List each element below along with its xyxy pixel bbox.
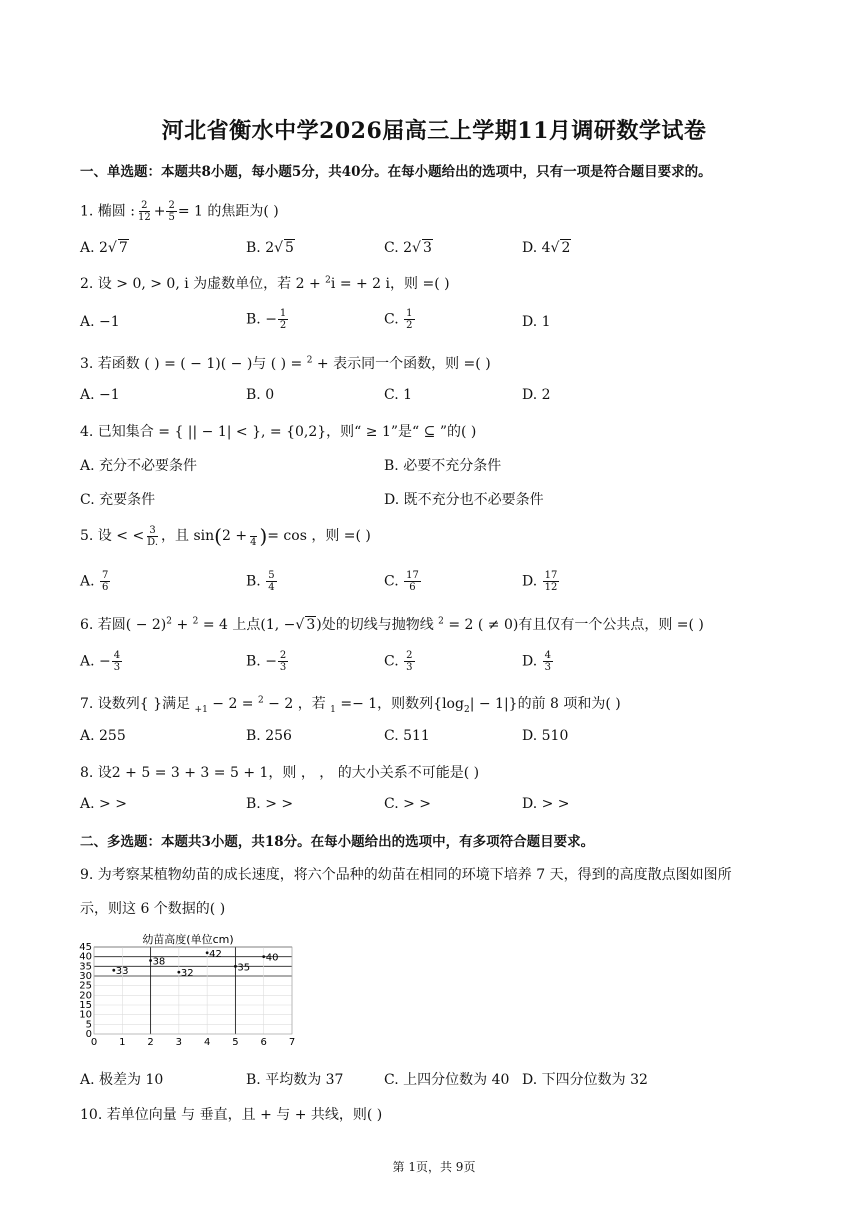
y-tick-label: 30 <box>79 971 92 982</box>
question-2: 2. 设 > 0, > 0, i 为虚数单位，若 2 + $^2$i = + 2 i，则 =( ) <box>80 275 450 292</box>
data-label: 32 <box>180 968 194 980</box>
q4-option-a[interactable]: A. 充分不必要条件 <box>80 458 198 474</box>
question-7: 7. 设数列{ }满足 $_{+1}$ − 2 = $^2$ − 2 ，若 $_1$ =− 1，则数列$\{\log_2| - 1|\}$的前 8 项和为( ) <box>80 695 621 715</box>
question-9-line-1: 9. 为考察某植物幼苗的成长速度，将六个品种的幼苗在相同的环境下培养 7 天，得到的高度散点图如图所 <box>80 867 732 883</box>
q2-option-c[interactable]: C. $\frac{1}{2}$ <box>384 308 413 331</box>
y-tick-label: 40 <box>79 951 92 963</box>
data-label: 40 <box>265 952 279 964</box>
data-label: 42 <box>209 948 222 960</box>
seedling-height-scatter-chart <box>78 930 308 1055</box>
question-8: 8. 设2 + 5 = 3 + 3 = 5 + 1，则 ， ， 的大小关系不可能是( ) <box>80 765 480 781</box>
question-9-line-2: 示，则这 6 个数据的( ) <box>80 901 226 917</box>
q5-option-c[interactable]: C. $\frac{17}{6}$ <box>384 570 419 593</box>
section-multi-choice: 二、多选题：本题共3小题，共18分。在每小题给出的选项中，有多项符合题目要求。 <box>80 834 595 850</box>
x-tick-label: 6 <box>260 1037 267 1048</box>
data-label: 33 <box>115 966 129 978</box>
q6-option-b[interactable]: B. − $\frac{2}{3}$ <box>246 650 287 673</box>
x-tick-label: 5 <box>232 1037 239 1048</box>
q7-option-a[interactable]: A. 255 <box>80 728 126 744</box>
data-point <box>234 965 237 968</box>
q8-option-d[interactable]: D. > > <box>522 796 570 812</box>
y-tick-label: 35 <box>79 961 92 973</box>
q3-option-c[interactable]: C. 1 <box>384 387 413 403</box>
x-tick-label: 3 <box>175 1037 183 1048</box>
q9-option-c[interactable]: C. 上四分位数为 40 <box>384 1072 510 1088</box>
q1-option-b[interactable]: B. 2√ 5 <box>246 240 294 256</box>
data-label: 38 <box>152 956 166 968</box>
q6-option-c[interactable]: C. $\frac{2}{3}$ <box>384 650 413 673</box>
q8-option-b[interactable]: B. > > <box>246 796 294 812</box>
data-label: 35 <box>237 962 251 974</box>
section-single-choice: 一、单选题：本题共8小题，每小题5分，共40分。在每小题给出的选项中，只有一项是符合题目要求的。 <box>80 164 712 180</box>
y-tick-label: 10 <box>79 1009 92 1021</box>
exam-title: 河北省衡水中学2026届高三上学期11月调研数学试卷 <box>161 118 707 144</box>
plot-frame <box>94 947 292 1034</box>
chart-title: 幼苗高度(单位cm) <box>142 933 234 946</box>
q5-option-a[interactable]: A. $\frac{7}{6}$ <box>80 570 109 593</box>
data-point <box>149 959 152 962</box>
y-tick-label: 25 <box>79 980 92 992</box>
y-tick-label: 0 <box>85 1029 92 1040</box>
q9-option-b[interactable]: B. 平均数为 37 <box>246 1072 344 1088</box>
q2-option-d[interactable]: D. 1 <box>522 314 551 330</box>
y-tick-label: 20 <box>79 990 92 1002</box>
q3-option-b[interactable]: B. 0 <box>246 387 275 403</box>
data-point <box>112 969 115 972</box>
question-3: 3. 若函数 ( ) = ( − 1)( − )与 ( ) = $^2$ + 表示同一个函数，则 =( ) <box>80 355 491 372</box>
page-footer: 第 1页，共 9页 <box>392 1160 476 1174</box>
q8-option-a[interactable]: A. > > <box>80 796 127 812</box>
q6-option-a[interactable]: A. − $\frac{4}{3}$ <box>80 650 121 673</box>
y-tick-label: 5 <box>85 1019 92 1031</box>
q6-option-d[interactable]: D. $\frac{4}{3}$ <box>522 650 552 673</box>
data-point <box>177 971 180 974</box>
q3-option-a[interactable]: A. −1 <box>80 387 120 403</box>
x-tick-label: 1 <box>119 1037 126 1048</box>
question-4: 4. 已知集合 = { || − 1| < }, = {0,2}，则“ ≥ 1”是“ ⊆ ”的( ) <box>80 424 477 440</box>
data-point <box>262 955 265 958</box>
question-10: 10. 若单位向量 与 垂直，且 + 与 + 共线，则( ) <box>80 1107 383 1123</box>
x-tick-label: 0 <box>90 1037 98 1048</box>
q1-option-a[interactable]: A. 2√ 7 <box>80 240 128 256</box>
q9-option-a[interactable]: A. 极差为 10 <box>80 1072 164 1088</box>
y-tick-label: 45 <box>79 942 92 953</box>
question-5: 5. 设 < < $\frac{3}{D.}$ ，且 sin(2 + 4 )= cos ，则 =( ) <box>80 524 371 548</box>
q7-option-b[interactable]: B. 256 <box>246 728 292 744</box>
q2-option-b[interactable]: B. − $\frac{1}{2}$ <box>246 308 287 331</box>
q7-option-c[interactable]: C. 511 <box>384 728 430 744</box>
data-point <box>206 951 209 954</box>
x-tick-label: 4 <box>203 1037 211 1048</box>
q7-option-d[interactable]: D. 510 <box>522 728 569 744</box>
x-tick-label: 7 <box>288 1037 296 1048</box>
q2-option-a[interactable]: A. −1 <box>80 314 120 330</box>
x-tick-label: 2 <box>147 1037 154 1048</box>
q5-option-d[interactable]: D. $\frac{17}{12}$ <box>522 570 558 593</box>
q4-option-d[interactable]: D. 既不充分也不必要条件 <box>384 492 544 508</box>
question-1: 1. 椭圆 : $\frac{2}{12}$ + $\frac{2}{5}$ = 1 的焦距为( ) <box>80 200 279 223</box>
q5-option-b[interactable]: B. $\frac{5}{4}$ <box>246 570 275 593</box>
q4-option-b[interactable]: B. 必要不充分条件 <box>384 458 502 474</box>
q4-option-c[interactable]: C. 充要条件 <box>80 492 156 508</box>
q9-option-d[interactable]: D. 下四分位数为 32 <box>522 1072 648 1088</box>
q8-option-c[interactable]: C. > > <box>384 796 432 812</box>
q1-option-d[interactable]: D. 4√ 2 <box>522 240 571 256</box>
question-6: 6. 若圆( − 2)$^2$ + $^2$ = 4 上点(1, −√ 3)处的切线与抛物线 $^2$ = 2 ( ≠ 0)有且仅有一个公共点，则 =( ) <box>80 616 704 633</box>
q3-option-d[interactable]: D. 2 <box>522 387 551 403</box>
q1-option-c[interactable]: C. 2√ 3 <box>384 240 432 256</box>
y-tick-label: 15 <box>79 1000 92 1011</box>
